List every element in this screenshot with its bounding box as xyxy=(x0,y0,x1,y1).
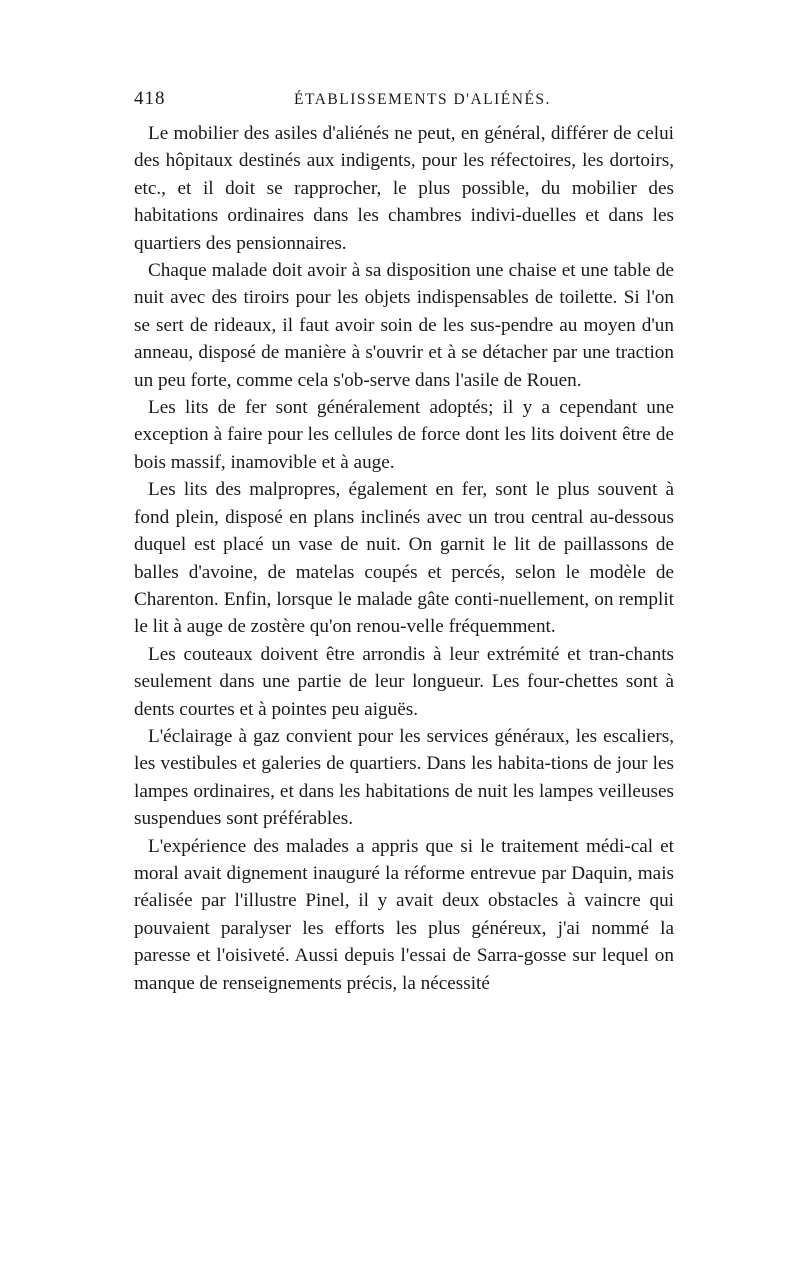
page-number: 418 xyxy=(134,88,166,109)
paragraph-furniture: Le mobilier des asiles d'aliénés ne peut, en général, différer de celui des hôpitaux destinés aux indigents, pour les réfectoires, les dortoirs, etc., et il doit se rapprocher, le plus possible, du mobilier des habitations ordinaires dans les chambres indivi-duelles et dans les quartiers des pensionnaires. xyxy=(134,123,674,254)
page-header xyxy=(134,88,674,118)
paragraph-unclean-beds: Les lits des malpropres, également en fer, sont le plus souvent à fond plein, disposé en plans inclinés avec un trou central au-dessous duquel est placé un vase de nuit. On garnit le lit de paillassons de balles d'avoine, de matelas coupés et percés, selon le modèle de Charenton. Enfin, lorsque le malade gâte conti-nuellement, on remplit le lit à auge de zostère qu'on renou-velle fréquemment. xyxy=(134,479,674,638)
paragraph-experience: L'expérience des malades a appris que si le traitement médi-cal et moral avait dignement inauguré la réforme entrevue par Daquin, mais réalisée par l'illustre Pinel, il y avait deux obstacles à vaincre qui pouvaient paralyser les efforts les plus généreux, j'ai nommé la paresse et l'oisiveté. Aussi depuis l'essai de Sarra-gosse sur lequel on manque de renseignements précis, la nécessité xyxy=(134,835,674,994)
running-title: ÉTABLISSEMENTS D'ALIÉNÉS. xyxy=(294,91,551,108)
body-text xyxy=(134,120,674,997)
paragraph-cutlery: Les couteaux doivent être arrondis à leur extrémité et tran-chants seulement dans une partie de leur longueur. Les four-chettes sont à dents courtes et à pointes peu aiguës. xyxy=(134,643,674,720)
book-page xyxy=(134,88,674,994)
paragraph-patient-equipment: Chaque malade doit avoir à sa disposition une chaise et une table de nuit avec des tiroirs pour les objets indispensables de toilette. Si l'on se sert de rideaux, il faut avoir soin de les sus-pendre au moyen d'un anneau, disposé de manière à s'ouvrir et à se détacher par une traction un peu forte, comme cela s'ob-serve dans l'asile de Rouen. xyxy=(134,260,674,391)
paragraph-iron-beds: Les lits de fer sont généralement adoptés; il y a cependant une exception à faire pour les cellules de force dont les lits doivent être de bois massif, inamovible et à auge. xyxy=(134,397,674,473)
paragraph-lighting: L'éclairage à gaz convient pour les services généraux, les escaliers, les vestibules et galeries de quartiers. Dans les habita-tions de jour les lampes ordinaires, et dans les habitations de nuit les lampes veilleuses suspendues sont préférables. xyxy=(134,725,674,830)
